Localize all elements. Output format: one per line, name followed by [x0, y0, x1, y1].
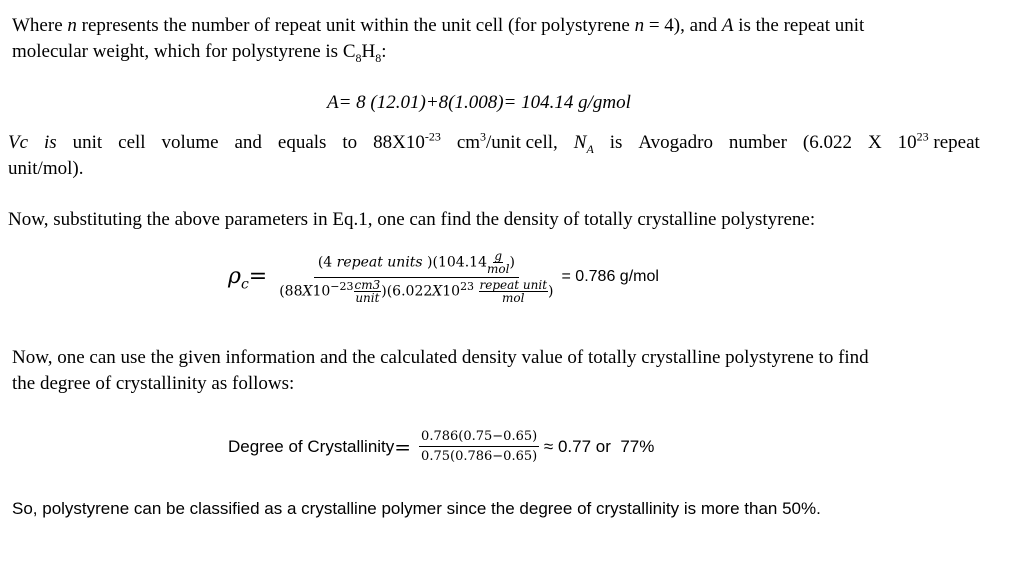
text: : — [381, 41, 387, 62]
text: H — [361, 41, 376, 62]
word — [573, 132, 594, 156]
density-result: = 0.786 g/mol — [561, 268, 659, 285]
para4-line1: Now, one can use the given information and the calculated density value of totally crystalline polystyrene to find — [12, 347, 869, 368]
text: )(6.022 — [381, 283, 433, 300]
numerator: 0.786(0.75−0.65) — [419, 430, 539, 447]
text: is the repeat unit — [733, 15, 865, 36]
text: cm3 — [354, 278, 381, 292]
text: ρ — [228, 264, 241, 289]
text: repeat — [933, 132, 980, 153]
word: Vc — [8, 132, 29, 153]
superscript: 3 — [480, 129, 487, 144]
subscript: A — [586, 141, 594, 156]
equation-density — [228, 250, 659, 304]
text: ) — [509, 254, 515, 271]
word: cell — [118, 132, 146, 153]
text: unit — [355, 291, 380, 305]
text: represents the number of repeat unit within the unit cell (for polystyrene — [76, 15, 635, 36]
subscript: c — [240, 276, 249, 293]
para3: Now, substituting the above parameters in Eq.1, one can find the density of totally crystalline polystyrene: — [8, 209, 816, 230]
superscript: -23 — [424, 129, 441, 144]
text: ) — [548, 283, 554, 300]
para1-line1 — [12, 16, 864, 35]
word: is — [609, 132, 623, 153]
word: and — [234, 132, 262, 153]
text: repeat unit — [479, 278, 548, 292]
text: 10 — [312, 283, 331, 300]
para2-line1 — [8, 129, 980, 156]
cm3-per-unit — [354, 279, 382, 304]
var-A: A — [721, 15, 734, 36]
text: mol — [486, 262, 510, 276]
word: is — [44, 132, 57, 153]
crystallinity-result: ≈ 0.77 or 77% — [539, 437, 655, 456]
text: (88 — [279, 283, 303, 300]
text: 10 — [897, 132, 917, 153]
word — [897, 129, 980, 153]
superscript: 23 — [460, 279, 475, 293]
text: repeat units — [336, 254, 423, 271]
rho-symbol — [228, 264, 249, 293]
text: (4 — [317, 254, 337, 271]
repeat-unit-per-mol — [479, 279, 549, 304]
word: X — [867, 132, 882, 153]
equals: = — [394, 434, 412, 459]
text: /unit cell, — [486, 132, 558, 153]
word — [373, 129, 441, 153]
superscript: −23 — [330, 279, 354, 293]
denominator — [277, 278, 555, 304]
subscript: 8 — [375, 50, 382, 65]
text: mol — [502, 291, 525, 305]
density-fraction — [277, 250, 555, 304]
word — [456, 129, 558, 153]
text: g — [494, 249, 503, 263]
word: volume — [161, 132, 219, 153]
para4-line2: the degree of crystallinity as follows: — [12, 373, 295, 394]
superscript: 23 — [916, 129, 929, 144]
word: to — [342, 132, 358, 153]
text: )(104.14 — [422, 254, 487, 271]
numerator — [314, 250, 519, 278]
text: X — [432, 283, 443, 300]
conclusion: So, polystyrene can be classified as a crystalline polymer since the degree of crystallinity is more than 50%. — [12, 499, 821, 518]
equation-repeat-unit-weight: A= 8 (12.01)+8(1.008)= 104.14 g/gmol — [327, 92, 631, 113]
para1-line2 — [12, 41, 387, 65]
var-n: n — [67, 15, 77, 36]
var-n: n — [634, 15, 645, 36]
subscript: 8 — [355, 50, 362, 65]
g-per-mol — [487, 250, 509, 275]
text: cm — [456, 132, 481, 153]
text: 10 — [442, 283, 461, 300]
text: Where — [12, 15, 68, 36]
text: 88X10 — [373, 132, 425, 153]
equation-crystallinity — [228, 430, 654, 463]
word: unit — [72, 132, 103, 153]
denominator: 0.75(0.786−0.65) — [421, 449, 538, 464]
crystallinity-label: Degree of Crystallinity — [228, 437, 395, 456]
text: = 4), and — [644, 15, 722, 36]
word: equals — [277, 132, 327, 153]
text: X — [302, 283, 313, 300]
word: (6.022 — [802, 132, 852, 153]
equals: = — [248, 264, 268, 289]
text: molecular weight, which for polystyrene is C — [12, 41, 356, 62]
var-N: N — [573, 132, 587, 153]
crystallinity-fraction — [419, 430, 539, 463]
word: number — [728, 132, 787, 153]
word: Avogadro — [638, 132, 713, 153]
para2-line2: unit/mol). — [8, 158, 84, 179]
